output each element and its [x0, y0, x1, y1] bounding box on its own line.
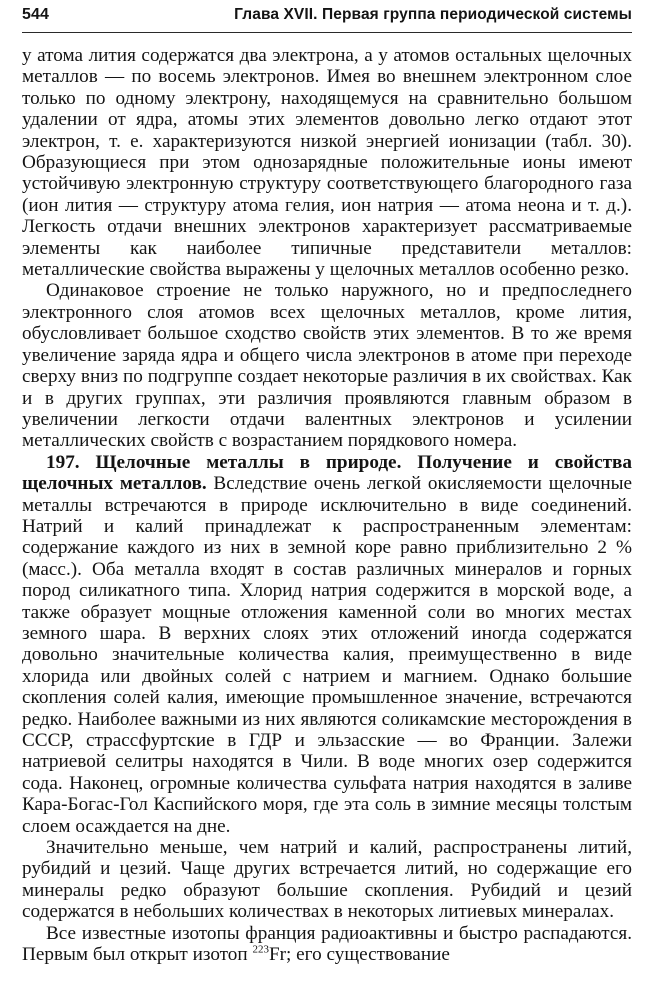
book-page [22, 6, 632, 996]
paragraph-1-text: у атома лития содержатся два электрона, а у атомов остальных щелочных металлов — по восемь электронов. Имея во внешнем электронном слое только по одному электрону, находящемуся на сравнительно большом удалении от ядра, атомы этих элементов довольно легко отдают этот электрон, т. е. характеризуются низкой энергией ионизации (табл. 30). Образующиеся при этом однозарядные положительные ионы имеют устойчивую электронную структуру соответствующего благородного газа (ион лития — структуру атома гелия, ион натрия — атома неона и т. д.). Легкость отдачи внешних электронов характеризует рассматриваемые элементы как наиболее типичные представители металлов: металлические свойства выражены у щелочных металлов особенно резко. [22, 45, 632, 281]
paragraph-4 [22, 837, 632, 923]
paragraph-2-text: Одинаковое строение не только наружного, но и предпоследнего электронного слоя атомов всех щелочных металлов, кроме лития, обусловливает большое сходство свойств этих элементов. В то же время увеличение заряда ядра и общего числа электронов в атоме при переходе сверху вниз по подгруппе создает некоторые различия в их свойствах. Как и в других группах, эти различия проявляются главным образом в увеличении легкости отдачи валентных электронов и усилении металлических свойств с возрастанием порядкового номера. [22, 280, 632, 452]
paragraph-5-text-after: Fr; его существование [268, 944, 450, 966]
chapter-title: Глава XVII. Первая группа периодической системы [234, 6, 632, 23]
page-number: 544 [22, 6, 49, 23]
body-text [22, 45, 632, 965]
isotope-mass-number: 223 [252, 943, 269, 956]
paragraph-2 [22, 280, 632, 451]
paragraph-4-text: Значительно меньше, чем натрий и калий, распространены литий, рубидий и цезий. Чаще других встречается литий, но содержащие его минералы редко образуют большие скопления. Рубидий и цезий содержатся в небольших количествах в некоторых литиевых минералах. [22, 837, 632, 923]
section-197-text: Вследствие очень легкой окисляемости щелочные металлы встречаются в природе исключительно в виде соединений. Натрий и калий принадлежат к распространенным элементам: содержание каждого из них в земной коре равно приблизительно 2 % (масс.). Оба металла входят в состав различных минералов и горных пород силикатного типа. Хлорид натрия содержится в морской воде, а также образует мощные отложения каменной соли во многих местах земного шара. В верхних слоях этих отложений иногда содержатся довольно значительные количества калия, преимущественно в виде хлорида или двойных солей с натрием и магнием. Однако большие скопления солей калия, имеющие промышленное значение, встречаются редко. Наиболее важными из них являются соликамские месторождения в СССР, страссфуртские в ГДР и эльзасские — во Франции. Залежи натриевой селитры находятся в Чили. В воде многих озер содержится сода. Наконец, огромные количества сульфата натрия находятся в заливе Кара-Богас-Гол Каспийского моря, где эта соль в зимние месяцы толстым слоем осаждается на дне. [22, 473, 633, 837]
section-heading: 197. Щелочные металлы в природе. Получение и свойства щелочных металлов. [22, 451, 632, 495]
paragraph-5-text-before: Все известные изотопы франция радиоактивны и быстро распадаются. Первым был открыт изотоп [22, 922, 632, 966]
running-header [22, 6, 632, 33]
section-197-paragraph [22, 452, 632, 837]
paragraph-5 [22, 923, 632, 966]
paragraph-1 [22, 45, 632, 280]
